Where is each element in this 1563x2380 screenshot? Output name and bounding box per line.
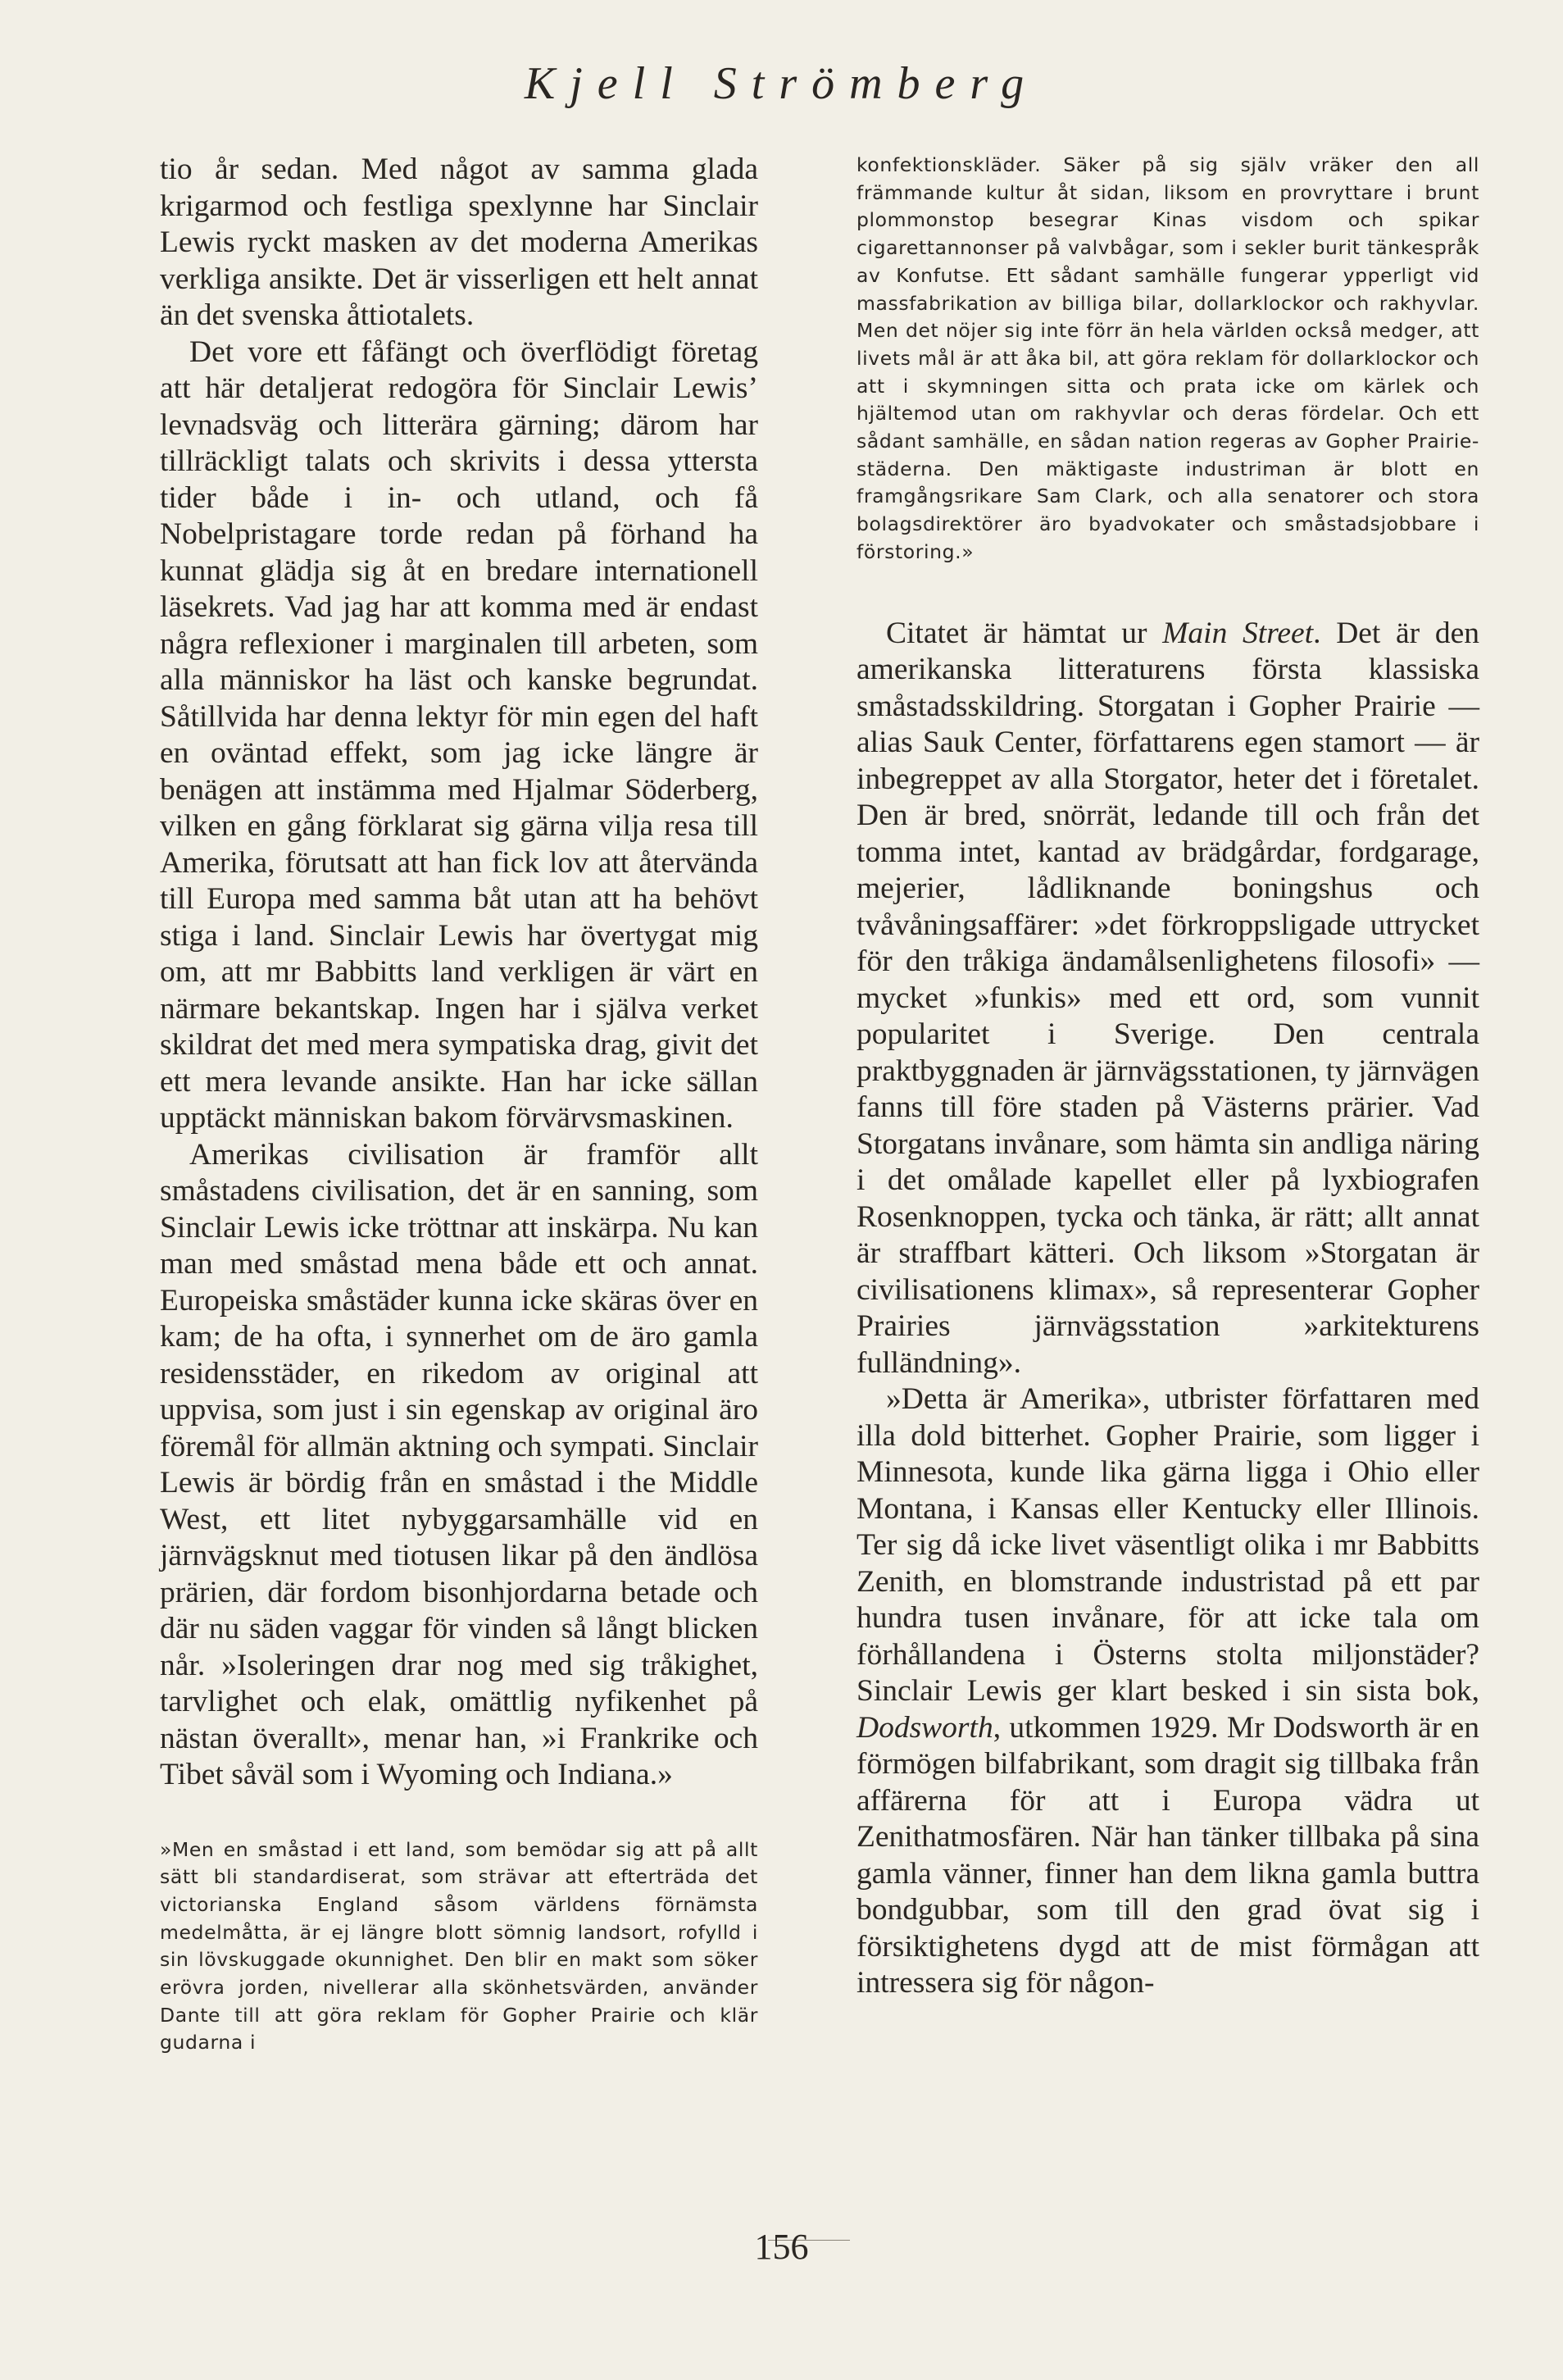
running-header: Kjell Strömberg bbox=[524, 58, 1039, 109]
body-paragraph: tio år sedan. Med något av samma glada krigarmod och festliga spexlynne har Sinclair Lewis ryckt masken av det moderna Amerikas verkliga ansikte. Det är visserligen ett helt annat än det svenska åttiotalets. bbox=[160, 152, 758, 332]
text-run: . Det är den amerikanska litteraturens första klassiska småstadsskildring. Storgatan i Gopher Prairie — alias Sauk Center, författarens egen stamort — är inbegreppet av alla Storgator, heter det i företalet. Den är bred, snörrät, ledande till och från det tomma intet, kantad av brädgårdar, fordgarage, mejerier, lådliknande boningshus och tvåvåningsaffärer: »det förkroppsligade uttrycket för den tråkiga ändamålsenlighetens filosofi» — mycket »funkis» med ett ord, som vunnit popularitet i Sverige. Den centrala praktbyggnaden är järnvägsstationen, ty järnvägen fanns till före staden på Västerns prärier. Vad Storgatans invånare, som hämta sin andliga näring i det omålade kapellet eller på lyxbiografen Rosenknoppen, tycka och tänka, är rätt; allt annat är straffbart kätteri. Och liksom »Storgatan är civilisationens klimax», så representerar Gopher Prairies järnvägsstation »arkitekturens fulländning». bbox=[856, 616, 1480, 1380]
left-column bbox=[160, 152, 758, 2057]
book-title-dodsworth: Dodsworth bbox=[856, 1710, 993, 1745]
right-column bbox=[856, 152, 1479, 2002]
text-run: , utkommen 1929. Mr Dodsworth är en förmögen bilfabrikant, som dragit sig tillbaka från affärerna för att i Europa vädra ut Zenithatmosfären. När han tänker tillbaka på sina gamla vänner, finner han dem likna gamla buttra bondgubbar, som till den grad övat sig i försiktighetens dygd att de mist förmågan att intressera sig för någon- bbox=[856, 1710, 1479, 2000]
body-paragraph bbox=[856, 1381, 1479, 2002]
body-paragraph: Det vore ett fåfängt och överflödigt företag att här detaljerat redogöra för Sinclair Lewis’ levnadsväg och litterära gärning; därom har tillräckligt talats och skrivits i dessa yttersta tider både i in- och utland, och få Nobelpristagare torde redan på förhand ha kunnat glädja sig åt en bredare internationell läsekrets. Vad jag har att komma med är endast några reflexioner i marginalen till arbeten, som alla människor ha läst och kanske begrundat. Såtillvida har denna lektyr för min egen del haft en oväntad effekt, som jag icke längre är benägen att instämma med Hjalmar Söderberg, vilken en gång förklarat sig gärna vilja resa till Amerika, förutsatt att han fick lov att återvända till Europa med samma båt utan att ha behövt stiga i land. Sinclair Lewis har övertygat mig om, att mr Babbitts land verkligen är värt en närmare bekantskap. Ingen har i själva verket skildrat det med mera sympatiska drag, givit det ett mera levande ansikte. Han har icke sällan upptäckt människan bakom förvärvsmaskinen. bbox=[160, 334, 758, 1135]
text-run: Citatet är hämtat ur bbox=[886, 616, 1163, 650]
block-quote-continued: konfektionskläder. Säker på sig själv vräker den all främmande kultur åt sidan, liksom en provryttare i brunt plommonstop besegrar Kinas visdom och spikar cigarettannonser på valvbågar, som i sekler burit tänkespråk av Konfutse. Ett sådant samhälle fungerar ypperligt vid massfabrikation av billiga bilar, dollarklockor och rakhyvlar. Men det nöjer sig inte förr än hela världen också medger, att livets mål är att åka bil, att göra reklam för dollarklockor och att i skymningen sitta och prata icke om kärlek och hjältemod utan om rakhyvlar och deras fördelar. Och ett sådant samhälle, en sådan nation regeras av Gopher Prairie-städerna. Den mäktigaste industriman är blott en framgångsrikare Sam Clark, och alla senatorer och stora bolagsdirektörer äro byadvokater och småstadsjobbare i förstoring.» bbox=[856, 153, 1479, 563]
page-number: 156 bbox=[754, 2227, 809, 2267]
body-paragraph bbox=[856, 616, 1479, 1382]
book-title-main-street: Main Street bbox=[1162, 616, 1314, 650]
text-run: »Detta är Amerika», utbrister författaren med illa dold bitterhet. Gopher Prairie, som ligger i Minnesota, kunde lika gärna ligga i Ohio eller Montana, i Kansas eller Kentucky eller Illinois. Ter sig då icke livet väsentligt olika i mr Babbitts Zenith, en blomstrande industristad på ett par hundra tusen invånare, för att icke tala om förhållandena i Österns stolta miljonstäder? Sinclair Lewis ger klart besked i sin sista bok, bbox=[856, 1382, 1479, 1709]
block-quote: »Men en småstad i ett land, som bemödar sig att på allt sätt bli standardiserat, som strävar att efterträda det victorianska England såsom världens förnämsta medelmåtta, är ej längre blott sömnig landsort, rofylld i sin lövskuggade okunnighet. Den blir en makt som söker erövra jorden, nivellerar alla skönhetsvärden, använder Dante till att göra reklam för Gopher Prairie och klär gudarna i bbox=[160, 1837, 758, 2055]
body-paragraph: Amerikas civilisation är framför allt småstadens civilisation, det är en sanning, som Sinclair Lewis icke tröttnar att inskärpa. Nu kan man med småstad mena både ett och annat. Europeiska småstäder kunna icke skäras över en kam; de ha ofta, i synnerhet om de äro gamla residensstäder, en rikedom av original att uppvisa, som just i sin egenskap av original äro föremål för allmän aktning och sympati. Sinclair Lewis är bördig från en småstad i the Middle West, ett litet nybyggarsamhälle vid en järnvägsknut med tiotusen likar på den ändlösa prärien, där fordom bisonhjordarna betade och där nu säden vaggar för vinden så långt blicken når. »Isoleringen drar nog med sig tråkighet, tarvlighet och elak, omättlig nyfikenhet på nästan överallt», menar han, »i Frankrike och Tibet såväl som i Wyoming och Indiana.» bbox=[160, 1137, 759, 1791]
